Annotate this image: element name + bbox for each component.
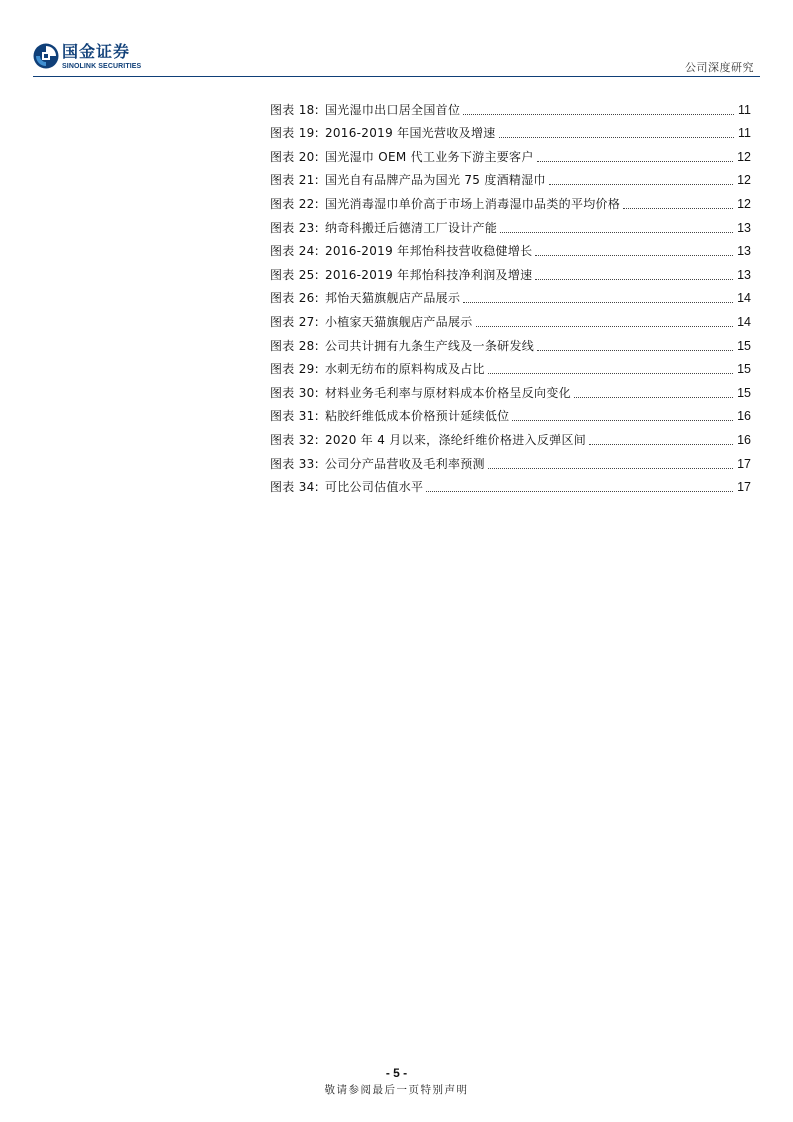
page-header: [33, 40, 760, 80]
figure-title: 国光自有品牌产品为国光 75 度酒精湿巾: [324, 173, 546, 188]
figure-page-number: 16: [737, 409, 751, 424]
figure-list-item[interactable]: [270, 259, 751, 283]
dot-leader: [574, 397, 733, 398]
figure-page-number: 13: [737, 220, 751, 235]
figure-list-item[interactable]: [270, 236, 751, 260]
figure-page-number: 17: [737, 456, 751, 471]
dot-leader: [535, 255, 733, 256]
figure-title: 材料业务毛利率与原材料成本价格呈反向变化: [324, 385, 571, 400]
figure-page-number: 12: [737, 196, 751, 211]
figure-list: [270, 94, 751, 495]
figure-label: 图表 21:: [270, 173, 319, 188]
figure-list-item[interactable]: [270, 118, 751, 142]
figure-page-number: 15: [737, 338, 751, 353]
figure-title: 公司共计拥有九条生产线及一条研发线: [324, 338, 535, 353]
figure-title: 2016-2019 年国光营收及增速: [324, 126, 496, 141]
header-divider: [33, 76, 760, 77]
figure-label: 图表 31:: [270, 409, 319, 424]
figure-page-number: 17: [737, 480, 751, 495]
dot-leader: [537, 161, 733, 162]
figure-label: 图表 18:: [270, 102, 319, 117]
page-number: - 5 -: [385, 1066, 408, 1080]
figure-label: 图表 32:: [270, 432, 319, 447]
figure-page-number: 16: [737, 432, 751, 447]
figure-list-item[interactable]: [270, 354, 751, 378]
figure-list-item[interactable]: [270, 424, 751, 448]
figure-title: 粘胶纤维低成本价格预计延续低位: [324, 409, 510, 424]
dot-leader: [499, 137, 734, 138]
figure-page-number: 11: [738, 102, 751, 117]
figure-list-item[interactable]: [270, 448, 751, 472]
dot-leader: [426, 491, 733, 492]
dot-leader: [537, 350, 733, 351]
figure-title: 邦怡天猫旗舰店产品展示: [324, 291, 461, 306]
dot-leader: [463, 114, 734, 115]
figure-label: 图表 20:: [270, 149, 319, 164]
figure-list-item[interactable]: [270, 472, 751, 496]
figure-page-number: 14: [737, 314, 751, 329]
figure-label: 图表 19:: [270, 126, 319, 141]
logo-mark-icon: [33, 43, 59, 69]
dot-leader: [535, 279, 733, 280]
footer-disclaimer: 敬请参阅最后一页特别声明: [324, 1084, 469, 1096]
figure-label: 图表 30:: [270, 385, 319, 400]
figure-list-item[interactable]: [270, 141, 751, 165]
company-logo: [33, 43, 183, 75]
dot-leader: [589, 444, 733, 445]
figure-list-item[interactable]: [270, 306, 751, 330]
dot-leader: [549, 184, 733, 185]
dot-leader: [488, 468, 733, 469]
figure-title: 公司分产品营收及毛利率预测: [324, 456, 485, 471]
figure-title: 国光湿巾出口居全国首位: [324, 102, 461, 117]
dot-leader: [488, 373, 733, 374]
figure-title: 国光消毒湿巾单价高于市场上消毒湿巾品类的平均价格: [324, 196, 621, 211]
figure-title: 2016-2019 年邦怡科技净利润及增速: [324, 267, 533, 282]
figure-title: 2020 年 4 月以来，涤纶纤维价格进入反弹区间: [324, 432, 587, 447]
figure-page-number: 12: [737, 149, 751, 164]
dot-leader: [463, 302, 733, 303]
figure-title: 国光湿巾 OEM 代工业务下游主要客户: [324, 149, 534, 164]
figure-page-number: 15: [737, 385, 751, 400]
figure-page-number: 13: [737, 244, 751, 259]
figure-page-number: 13: [737, 267, 751, 282]
figure-label: 图表 25:: [270, 267, 319, 282]
figure-label: 图表 27:: [270, 314, 319, 329]
figure-label: 图表 26:: [270, 291, 319, 306]
logo-chinese-text: 国金证券: [62, 42, 131, 61]
figure-page-number: 14: [737, 291, 751, 306]
figure-label: 图表 29:: [270, 362, 319, 377]
figure-label: 图表 23:: [270, 220, 319, 235]
figure-title: 可比公司估值水平: [324, 480, 424, 495]
figure-title: 纳奇科搬迁后德清工厂设计产能: [324, 220, 498, 235]
figure-label: 图表 34:: [270, 480, 319, 495]
figure-title: 小植家天猫旗舰店产品展示: [324, 314, 473, 329]
figure-label: 图表 33:: [270, 456, 319, 471]
report-type: 公司深度研究: [685, 61, 754, 74]
logo-english-text: SINOLINK SECURITIES: [62, 63, 142, 70]
figure-list-item[interactable]: [270, 283, 751, 307]
figure-list-item[interactable]: [270, 212, 751, 236]
dot-leader: [476, 326, 734, 327]
dot-leader: [512, 420, 733, 421]
dot-leader: [500, 232, 733, 233]
figure-label: 图表 28:: [270, 338, 319, 353]
figure-list-item[interactable]: [270, 377, 751, 401]
figure-page-number: 11: [738, 126, 751, 141]
figure-page-number: 15: [737, 362, 751, 377]
figure-list-item[interactable]: [270, 330, 751, 354]
figure-list-item[interactable]: [270, 401, 751, 425]
figure-label: 图表 22:: [270, 196, 319, 211]
figure-title: 2016-2019 年邦怡科技营收稳健增长: [324, 244, 533, 259]
figure-title: 水刺无纺布的原料构成及占比: [324, 362, 485, 377]
dot-leader: [623, 208, 733, 209]
figure-list-item[interactable]: [270, 94, 751, 118]
figure-list-item[interactable]: [270, 165, 751, 189]
figure-list-item[interactable]: [270, 188, 751, 212]
figure-label: 图表 24:: [270, 244, 319, 259]
figure-page-number: 12: [737, 173, 751, 188]
